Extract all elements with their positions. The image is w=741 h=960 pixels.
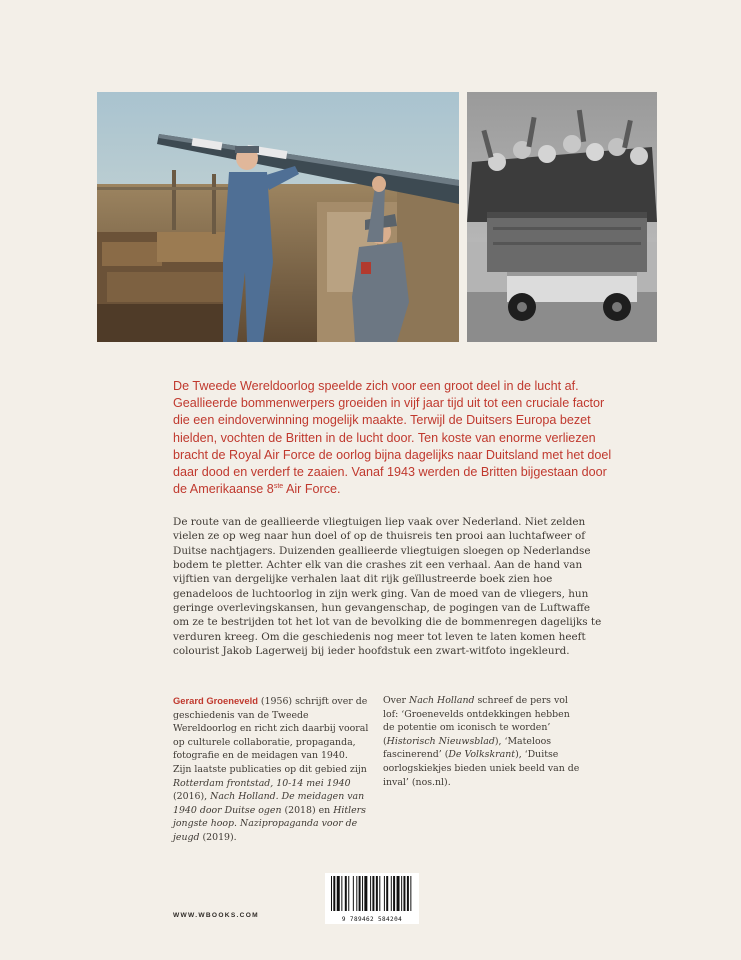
barcode-bar (364, 876, 367, 911)
barcode-bar (397, 876, 400, 911)
press-source: Historisch Nieuwsblad (386, 735, 495, 747)
barcode-bar (345, 876, 347, 911)
book-title: Hitlers jongste hoop. Nazipropaganda voor de jeugd (173, 804, 366, 843)
isbn-barcode (325, 873, 419, 924)
barcode-bar (353, 876, 354, 911)
barcode-bar (410, 876, 411, 911)
barcode-bar (370, 876, 371, 911)
barcode-bar (341, 876, 342, 911)
author-name: Gerard Groeneveld (173, 695, 258, 706)
photo-anti-aircraft-gun (97, 92, 459, 342)
barcode-bar (391, 876, 392, 911)
barcode-bar (379, 876, 380, 911)
barcode-bar (333, 876, 335, 911)
photo-soldiers-on-truck (467, 92, 657, 342)
barcode-bar (401, 876, 402, 911)
book-title: Nach Holland (409, 695, 475, 706)
press-source: De Volkskrant (448, 749, 516, 761)
isbn-number: 9 789462 584204 (341, 916, 403, 923)
book-title: Rotterdam frontstad, 10-14 mei 1940 (173, 777, 351, 789)
press-quotes: Over Nach Holland schreef de pers vol lof: ‘Groenevelds ontdekkingen hebben de potentie om iconisch te worden’ (Historisch Nieuwsblad), ‘Mateloos fascinerend’ (De Volkskrant), ‘Duitse oorlogskiekjes bieden uniek beeld van de inval’ (nos.nl). (383, 695, 580, 788)
barcode-bar (372, 876, 374, 911)
publisher-website: WWW.WBOOKS.COM (173, 912, 259, 919)
barcode-bar (348, 876, 349, 911)
barcode-bar (356, 876, 357, 911)
barcode-bar (393, 876, 395, 911)
author-bio: Gerard Groeneveld (1956) schrijft over de geschiedenis van de Tweede Wereldoorlog en richt zich daarbij vooral op culturele collaboratie, propaganda, fotografie en de meidagen van 1940. Zijn laatste publicaties op dit gebied zijn Rotterdam frontstad, 10-14 mei 1940 (2016), Nach Holland. De meidagen van 1940 door Duitse ogen (2018) en Hitlers jongste hoop. Nazipropaganda voor de jeugd (2019). (173, 695, 369, 843)
barcode-bar (386, 876, 388, 911)
barcode-bar (407, 876, 409, 911)
barcode-bar (376, 876, 378, 911)
book-title: Nach Holland. De meidagen van 1940 door Duitse ogen (173, 791, 365, 816)
barcode-bar (359, 876, 361, 911)
barcode-bar (362, 876, 363, 911)
barcode-bar (331, 876, 332, 911)
barcode-bars (325, 873, 419, 915)
intro-paragraph: De Tweede Wereldoorlog speelde zich voor een groot deel in de lucht af. Geallieerde bommenwerpers groeiden in vijf jaar tijd uit tot een cruciale factor die een eindoverwinning mogelijk maakte. Terwijl de Duitsers Europa bezet hielden, vochten de Britten in de lucht door. Ten koste van enorme verliezen bracht de Royal Air Force de oorlog bijna dagelijks naar Duitsland met het doel daar dood en verderf te zaaien. Vanaf 1943 werden de Britten bijgestaan door de Amerikaanse 8ste Air Force. (173, 379, 612, 497)
body-paragraph: De route van de geallieerde vliegtuigen liep vaak over Nederland. Niet zelden vielen ze op weg naar hun doel of op de thuisreis ten prooi aan luchtafweer of Duitse nachtjagers. Duizenden geallieerde vliegtuigen sloegen op Nederlandse bodem te pletter. Achter elk van die crashes zit een verhaal. Aan de hand van vijftien van dergelijke verhalen laat dit rijk geïllustreerde boek zien hoe genadeloos de luchtoorlog in zijn werk ging. Van de moed van de vliegers, hun geringe overlevingskansen, hun gevangenschap, de pogingen van de Luftwaffe om ze te bestrijden tot het lot van de bevolking die de bommenregen dagelijks te verduren kreeg. Om die geschiedenis nog meer tot leven te laten komen heeft colourist Jakob Lagerweij bij ieder hoofdstuk een zwart-witfoto ingekleurd. (173, 516, 602, 658)
barcode-bar (384, 876, 385, 911)
barcode-bar (337, 876, 340, 911)
barcode-bar (403, 876, 405, 911)
ordinal-superscript: ste (273, 483, 284, 491)
